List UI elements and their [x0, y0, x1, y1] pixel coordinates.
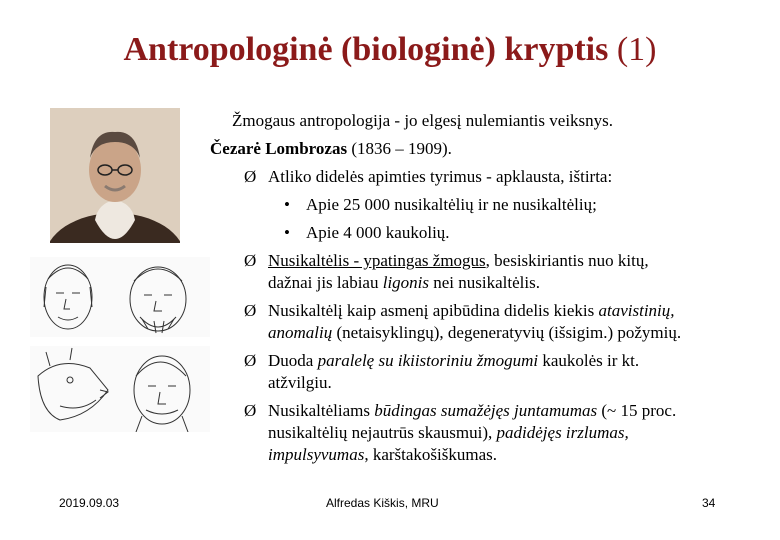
bullet-2-line-2	[268, 273, 540, 293]
bullet-5-line-2	[268, 423, 629, 443]
footer-date: 2019.09.03	[59, 496, 120, 510]
slide-title	[0, 30, 780, 70]
bullet-5-l2-italic: padidėjęs irzlumas,	[496, 423, 629, 442]
lombroso-portrait	[50, 108, 180, 243]
bullet-5-l2-text: nusikaltėlių nejautrūs skausmui),	[268, 423, 497, 442]
bullet-1-sub-1-text: Apie 25 000 nusikaltėlių ir ne nusikaltėlių;	[306, 195, 597, 214]
bullet-5-l3-text: , karštakošiškumas.	[364, 445, 498, 464]
bullet-3-line-2	[268, 323, 681, 343]
bullet-2	[244, 251, 649, 271]
author-line	[210, 139, 452, 159]
bullet-5-text-a: Nusikaltėliams	[268, 401, 375, 420]
bullet-2-text: , besiskiriantis nuo kitų,	[485, 251, 649, 270]
bullet-5-l3-italic: impulsyvumas	[268, 445, 365, 464]
bullet-5-line-3	[268, 445, 497, 465]
bullet-3-l2-italic: anomalių	[268, 323, 333, 342]
intro-line	[232, 111, 613, 131]
bullet-2-underlined: Nusikaltėlis - ypatingas žmogus	[268, 251, 486, 270]
bullet-1	[244, 167, 612, 187]
bullet-1-sub-2	[284, 223, 450, 243]
title-main: Antropologinė (biologinė) kryptis	[123, 31, 609, 68]
footer-author: Alfredas Kiškis, MRU	[326, 496, 439, 510]
bullet-4-line-2	[268, 373, 332, 393]
arrow-bullet-icon: Ø	[244, 351, 257, 370]
arrow-bullet-icon: Ø	[244, 301, 257, 320]
bullet-1-text: Atliko didelės apimties tyrimus - apklausta, ištirta:	[268, 167, 613, 186]
bullet-2-l2-b: nei nusikaltėlis.	[429, 273, 540, 292]
bullet-4-text-a: Duoda	[268, 351, 318, 370]
bullet-2-l2-a: dažnai jis labiau	[268, 273, 383, 292]
arrow-bullet-icon: Ø	[244, 167, 257, 186]
bullet-4-l2-text: atžvilgiu.	[268, 373, 332, 392]
bullet-5	[244, 401, 676, 421]
bullet-3	[244, 301, 675, 321]
dot-bullet-icon: •	[284, 195, 290, 214]
intro-text: Žmogaus antropologija - jo elgesį nulemiantis veiksnys.	[232, 111, 614, 130]
bullet-3-text: Nusikaltėlį kaip asmenį apibūdina didelis kiekis	[268, 301, 599, 320]
bullet-4-italic: paralelę su ikiistoriniu žmogumi	[317, 351, 539, 370]
arrow-bullet-icon: Ø	[244, 401, 257, 420]
arrow-bullet-icon: Ø	[244, 251, 257, 270]
criminal-faces-sketch-bottom	[30, 346, 210, 432]
bullet-2-l2-italic: ligonis	[382, 273, 430, 292]
author-name: Čezarė Lombrozas	[210, 139, 348, 158]
bullet-3-italic: atavistinių,	[598, 301, 675, 320]
title-number: (1)	[616, 31, 657, 68]
criminal-faces-sketch-top	[30, 257, 210, 337]
bullet-1-sub-2-text: Apie 4 000 kaukolių.	[306, 223, 450, 242]
bullet-4	[244, 351, 639, 371]
bullet-1-sub-1	[284, 195, 597, 215]
footer-page-number: 34	[702, 496, 716, 510]
bullet-3-l2-text: (netaisyklingų), degeneratyvių (išsigim.) požymių.	[332, 323, 682, 342]
bullet-4-text-b: kaukolės ir kt.	[538, 351, 640, 370]
bullet-5-italic: būdingas sumažėjęs juntamumas	[374, 401, 598, 420]
author-years: (1836 – 1909).	[347, 139, 452, 158]
dot-bullet-icon: •	[284, 223, 290, 242]
bullet-5-text-b: (~ 15 proc.	[597, 401, 677, 420]
